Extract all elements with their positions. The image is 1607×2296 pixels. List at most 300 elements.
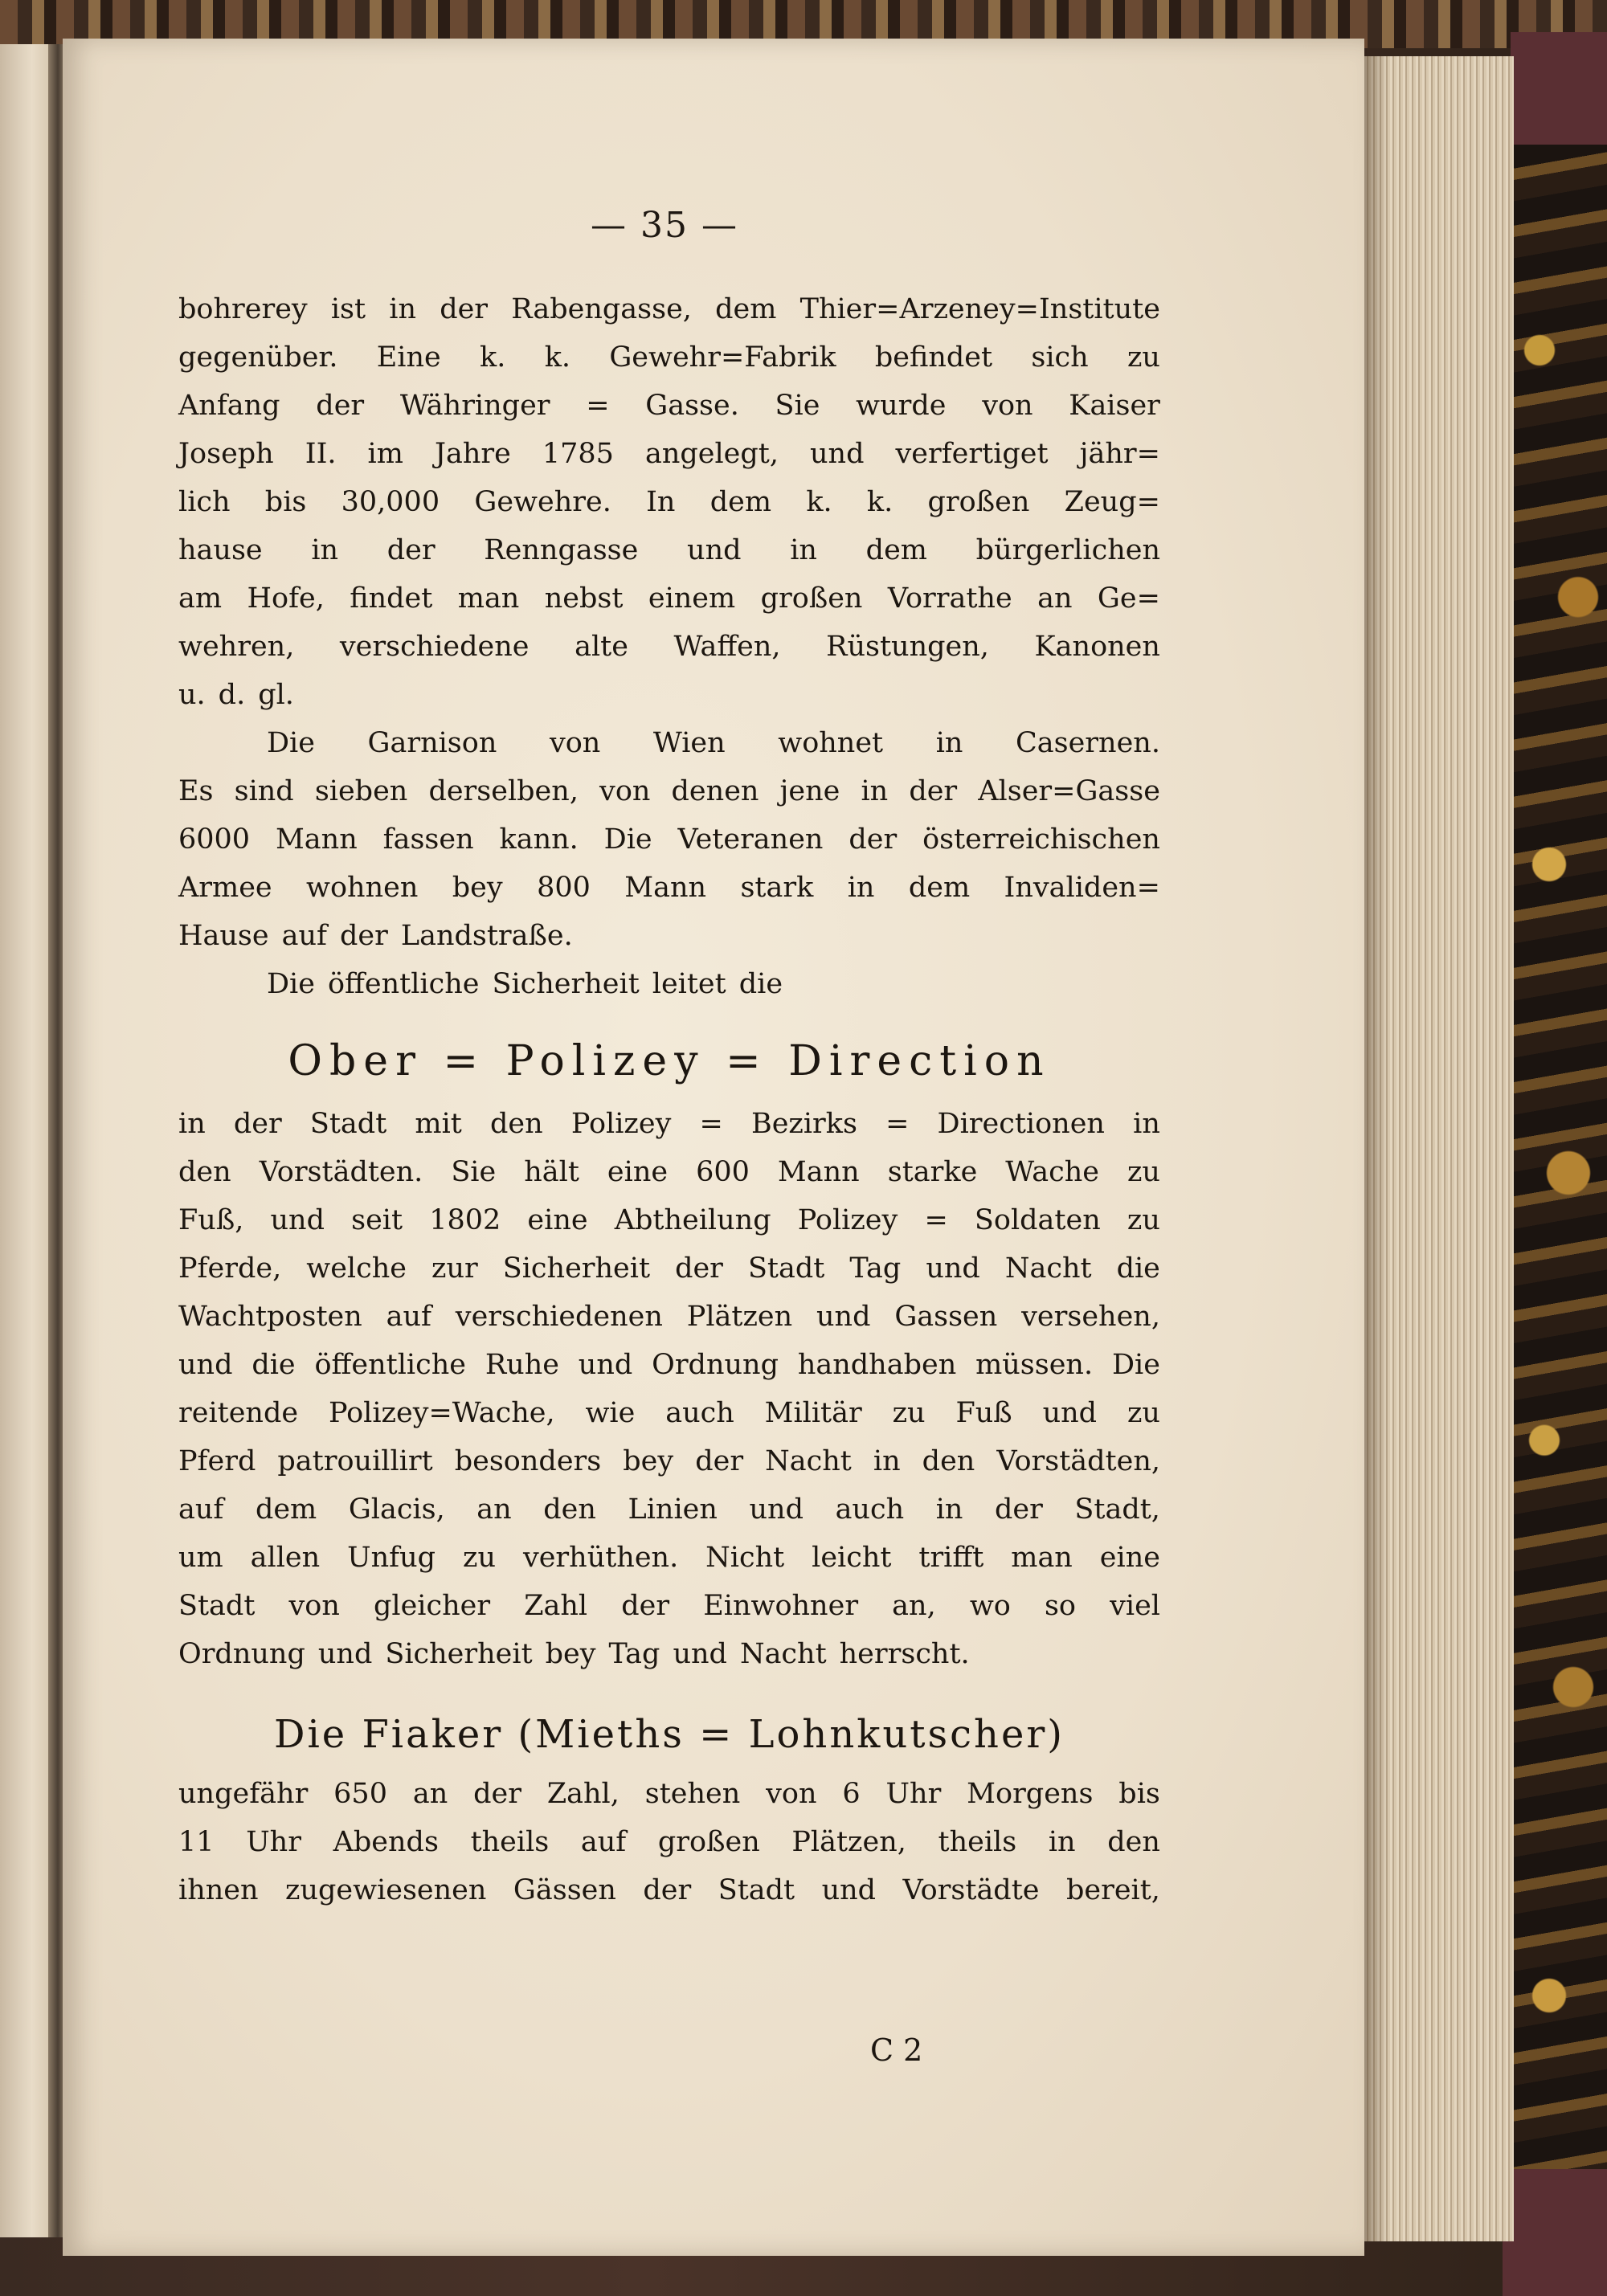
word: Polizey=Wache,	[328, 1397, 555, 1429]
word: der	[621, 1590, 670, 1622]
word: herrscht.	[839, 1638, 970, 1670]
word: wie	[585, 1397, 636, 1429]
word: Sicherheit	[492, 968, 640, 1000]
word: öffentliche	[314, 1349, 466, 1381]
word: verschiedenen	[455, 1301, 663, 1333]
word: in	[1048, 1826, 1076, 1858]
word: wurde	[856, 390, 947, 422]
word: wo	[969, 1590, 1011, 1622]
word: Die	[267, 727, 315, 759]
text-line	[178, 864, 1160, 912]
paragraph-2	[178, 719, 1160, 960]
word: die	[1116, 1252, 1160, 1285]
marbled-cover	[1511, 145, 1607, 2201]
word: den	[922, 1445, 975, 1477]
text-line	[178, 1100, 1160, 1148]
text-line	[178, 333, 1160, 382]
word: Garnison	[367, 727, 497, 759]
word: Wache	[1005, 1156, 1099, 1188]
word: gl.	[258, 679, 294, 711]
word: an	[1037, 582, 1073, 615]
word: =	[699, 1108, 723, 1140]
word: zu	[1127, 1156, 1160, 1188]
text-line	[178, 1485, 1160, 1534]
word: handhaben	[797, 1349, 957, 1381]
section-heading-police: Ober = Polizey = Direction	[288, 1037, 1051, 1085]
word: Ordnung	[652, 1349, 779, 1381]
word: der	[473, 1778, 521, 1810]
text-line	[178, 382, 1160, 430]
word: großen	[760, 582, 863, 615]
word: Hofe,	[247, 582, 325, 615]
word: und	[178, 1349, 233, 1381]
paragraph-4	[178, 1100, 1160, 1678]
word: in	[790, 534, 817, 566]
word: eine	[607, 1156, 669, 1188]
word: ist	[330, 293, 366, 325]
word: Nacht	[765, 1445, 852, 1477]
word: zu	[1127, 341, 1160, 374]
word: Pferde,	[178, 1252, 282, 1285]
word: so	[1044, 1590, 1076, 1622]
word: Waffen,	[673, 631, 781, 663]
word: Glacis,	[348, 1493, 445, 1526]
word: Vorrathe	[887, 582, 1012, 615]
word: hält	[524, 1156, 579, 1188]
word: den	[543, 1493, 596, 1526]
paragraph-3	[178, 960, 1160, 1008]
left-page-edge	[0, 44, 53, 2237]
text-line	[178, 574, 1160, 623]
paragraph-5	[178, 1770, 1160, 1914]
word: dem	[865, 534, 927, 566]
word: stark	[740, 872, 814, 904]
word: Nacht	[739, 1638, 827, 1670]
word: und	[317, 1638, 373, 1670]
word: Die	[603, 823, 652, 856]
word: Plätzen	[686, 1301, 793, 1333]
word: trifft	[918, 1542, 984, 1574]
word: und	[926, 1252, 980, 1285]
word: sieben	[314, 775, 408, 807]
word: von	[599, 775, 651, 807]
word: den	[178, 1156, 231, 1188]
word: k.	[480, 341, 506, 374]
word: lich	[178, 486, 231, 518]
word: gleicher	[374, 1590, 491, 1622]
word: sich	[1031, 341, 1089, 374]
word: am	[178, 582, 223, 615]
word: zu	[1127, 1397, 1160, 1429]
word: Bezirks	[750, 1108, 857, 1140]
word: der	[643, 1874, 692, 1906]
word: mit	[415, 1108, 462, 1140]
word: großen	[657, 1826, 760, 1858]
word: Alser=Gasse	[978, 775, 1160, 807]
word: Nicht	[705, 1542, 785, 1574]
word: Landstraße.	[400, 920, 573, 952]
word: von	[982, 390, 1033, 422]
word: Stadt	[178, 1590, 256, 1622]
word: und	[578, 1349, 633, 1381]
word: ungefähr	[178, 1778, 309, 1810]
text-line	[178, 1630, 1160, 1678]
word: k.	[544, 341, 571, 374]
word: =	[586, 390, 610, 422]
word: wehren,	[178, 631, 295, 663]
word: Rüstungen,	[826, 631, 989, 663]
word: 30,000	[341, 486, 440, 518]
word: an	[412, 1778, 448, 1810]
text-line	[178, 623, 1160, 671]
word: in	[1133, 1108, 1160, 1140]
word: an	[476, 1493, 512, 1526]
word: seit	[351, 1204, 403, 1236]
word: Armee	[178, 872, 272, 904]
word: besonders	[454, 1445, 602, 1477]
word: jähr=	[1079, 438, 1160, 470]
word: versehen,	[1021, 1301, 1160, 1333]
word: Mann	[275, 823, 358, 856]
word: bey	[623, 1445, 674, 1477]
word: Gewehre.	[474, 486, 611, 518]
word: Es	[178, 775, 214, 807]
word: theils	[938, 1826, 1017, 1858]
word: Wachtposten	[178, 1301, 362, 1333]
word: starke	[887, 1156, 978, 1188]
word: großen	[927, 486, 1030, 518]
word: Stadt	[747, 1252, 825, 1285]
word: Fuß,	[178, 1204, 244, 1236]
word: in	[178, 1108, 206, 1140]
word: im	[367, 438, 403, 470]
word: Morgens	[967, 1778, 1094, 1810]
word: Rabengasse,	[511, 293, 692, 325]
word: denen	[671, 775, 759, 807]
word: die	[251, 1349, 296, 1381]
word: in	[861, 775, 889, 807]
word: wohnet	[778, 727, 884, 759]
word: Joseph	[178, 438, 274, 470]
word: Uhr	[885, 1778, 942, 1810]
text-line	[178, 478, 1160, 526]
word: derselben,	[428, 775, 579, 807]
word: um	[178, 1542, 223, 1574]
word: der	[440, 293, 489, 325]
word: auf	[178, 1493, 224, 1526]
word: ihnen	[178, 1874, 259, 1906]
word: in	[311, 534, 339, 566]
word: einem	[648, 582, 736, 615]
text-line	[178, 430, 1160, 478]
word: 1802	[429, 1204, 501, 1236]
word: nebst	[544, 582, 624, 615]
word: der	[316, 390, 365, 422]
text-line	[178, 815, 1160, 864]
word: verhüthen.	[522, 1542, 679, 1574]
word: der	[233, 1108, 282, 1140]
word: von	[288, 1590, 340, 1622]
word: findet	[350, 582, 433, 615]
word: k.	[806, 486, 832, 518]
word: Soldaten	[974, 1204, 1101, 1236]
word: Mann	[624, 872, 707, 904]
word: Kaiser	[1069, 390, 1160, 422]
word: welche	[306, 1252, 407, 1285]
word: von	[549, 727, 601, 759]
word: Jahre	[434, 438, 511, 470]
word: wohnen	[306, 872, 419, 904]
word: Tag	[849, 1252, 902, 1285]
text-line	[178, 671, 1160, 719]
text-line	[178, 1534, 1160, 1582]
word: die	[738, 968, 783, 1000]
word: Uhr	[246, 1826, 301, 1858]
word: bohrerey	[178, 293, 308, 325]
word: allen	[250, 1542, 321, 1574]
word: Hause	[178, 920, 269, 952]
word: jene	[779, 775, 840, 807]
word: Vorstädten,	[996, 1445, 1160, 1477]
text-line	[178, 1866, 1160, 1914]
word: II.	[305, 438, 337, 470]
word: und	[1042, 1397, 1098, 1429]
word: Zahl,	[546, 1778, 619, 1810]
text-line	[178, 767, 1160, 815]
word: 650	[333, 1778, 387, 1810]
word: Nacht	[1004, 1252, 1092, 1285]
cover-corner-bottom	[1503, 2169, 1607, 2296]
word: zu	[892, 1397, 926, 1429]
word: Abtheilung	[614, 1204, 771, 1236]
word: Veteranen	[677, 823, 824, 856]
word: Ge=	[1097, 582, 1160, 615]
word: Die	[1111, 1349, 1160, 1381]
word: hause	[178, 534, 263, 566]
word: Stadt	[309, 1108, 387, 1140]
word: den	[1107, 1826, 1160, 1858]
word: und	[821, 1874, 877, 1906]
word: Wien	[652, 727, 726, 759]
word: k.	[866, 486, 893, 518]
word: der	[909, 775, 958, 807]
text-line	[178, 1389, 1160, 1437]
word: theils	[470, 1826, 550, 1858]
word: reitende	[178, 1397, 299, 1429]
word: in	[847, 872, 875, 904]
word: Stadt	[718, 1874, 795, 1906]
word: Unfug	[347, 1542, 436, 1574]
word: angelegt,	[644, 438, 779, 470]
word: u.	[178, 679, 206, 711]
text-line	[178, 1148, 1160, 1196]
word: Mann	[777, 1156, 860, 1188]
word: von	[766, 1778, 817, 1810]
word: bereit,	[1065, 1874, 1160, 1906]
word: alte	[575, 631, 628, 663]
word: 11	[178, 1826, 215, 1858]
word: stehen	[644, 1778, 741, 1810]
text-line	[178, 912, 1160, 960]
word: eine	[527, 1204, 588, 1236]
text-line	[178, 960, 1160, 1008]
word: zu	[463, 1542, 496, 1574]
word: Ruhe	[485, 1349, 559, 1381]
word: In	[646, 486, 676, 518]
word: dem	[709, 486, 772, 518]
word: in	[873, 1445, 901, 1477]
word: Sie	[451, 1156, 497, 1188]
word: Anfang	[178, 390, 280, 422]
text-line	[178, 1770, 1160, 1818]
text-line	[178, 1293, 1160, 1341]
text-line	[178, 285, 1160, 333]
word: öffentliche	[327, 968, 480, 1000]
word: d.	[218, 679, 246, 711]
word: zu	[1127, 1204, 1160, 1236]
word: =	[885, 1108, 910, 1140]
word: Abends	[333, 1826, 439, 1858]
word: zur	[431, 1252, 478, 1285]
word: 6000	[178, 823, 251, 856]
word: und	[810, 438, 865, 470]
word: Directionen	[937, 1108, 1105, 1140]
word: Die	[267, 968, 315, 1000]
word: Renngasse	[484, 534, 639, 566]
word: bis	[264, 486, 307, 518]
word: auf	[281, 920, 327, 952]
word: befindet	[874, 341, 993, 374]
text-line	[178, 1582, 1160, 1630]
word: Zeug=	[1064, 486, 1160, 518]
page-number: — 35 —	[591, 205, 738, 246]
word: bis	[1118, 1778, 1160, 1810]
word: den	[490, 1108, 543, 1140]
word: =	[924, 1204, 948, 1236]
word: und	[749, 1493, 804, 1526]
word: leicht	[812, 1542, 892, 1574]
word: Pferd	[178, 1445, 256, 1477]
word: in	[389, 293, 417, 325]
word: in	[935, 727, 963, 759]
word: Gässen	[513, 1874, 616, 1906]
section-heading-fiaker: Die Fiaker (Mieths = Lohnkutscher)	[273, 1712, 1065, 1757]
word: und	[673, 1638, 727, 1670]
word: Zahl	[524, 1590, 588, 1622]
word: Invaliden=	[1004, 872, 1160, 904]
word: und	[687, 534, 742, 566]
word: 600	[696, 1156, 750, 1188]
word: Eine	[376, 341, 441, 374]
word: dem	[255, 1493, 317, 1526]
word: kann.	[499, 823, 579, 856]
word: dem	[908, 872, 971, 904]
text-line	[178, 526, 1160, 574]
word: der	[848, 823, 898, 856]
word: Linien	[628, 1493, 718, 1526]
word: gegenüber.	[178, 341, 338, 374]
text-line	[178, 1196, 1160, 1244]
word: Stadt,	[1074, 1493, 1160, 1526]
word: viel	[1110, 1590, 1160, 1622]
text-line	[178, 1341, 1160, 1389]
word: und	[270, 1204, 325, 1236]
word: sind	[234, 775, 294, 807]
word: 800	[537, 872, 591, 904]
page-text	[178, 285, 1160, 1914]
word: Ordnung	[178, 1638, 305, 1670]
word: Casernen.	[1015, 727, 1160, 759]
word: man	[1011, 1542, 1073, 1574]
word: patrouillirt	[277, 1445, 433, 1477]
word: der	[675, 1252, 723, 1285]
word: der	[995, 1493, 1043, 1526]
word: bey	[452, 872, 503, 904]
word: der	[695, 1445, 744, 1477]
word: in	[935, 1493, 963, 1526]
text-line	[178, 1818, 1160, 1866]
text-line	[178, 1244, 1160, 1293]
word: man	[457, 582, 520, 615]
signature-mark: C 2	[870, 2032, 923, 2068]
word: der	[339, 920, 388, 952]
word: Thier=Arzeney=Institute	[799, 293, 1160, 325]
word: leitet	[652, 968, 726, 1000]
word: 1785	[542, 438, 614, 470]
word: auch	[835, 1493, 905, 1526]
word: Sicherheit	[385, 1638, 533, 1670]
word: verfertiget	[895, 438, 1049, 470]
word: Sie	[775, 390, 820, 422]
word: bürgerlichen	[975, 534, 1160, 566]
word: zugewiesenen	[285, 1874, 487, 1906]
word: Vorstädten.	[259, 1156, 423, 1188]
word: Plätzen,	[791, 1826, 906, 1858]
paragraph-1	[178, 285, 1160, 719]
page-stack-shadow	[1364, 56, 1388, 2241]
text-line	[178, 1437, 1160, 1485]
word: dem	[715, 293, 777, 325]
word: eine	[1099, 1542, 1160, 1574]
word: Kanonen	[1034, 631, 1160, 663]
word: Polizey	[797, 1204, 898, 1236]
word: 6	[842, 1778, 861, 1810]
word: Währinger	[399, 390, 550, 422]
word: Polizey	[570, 1108, 672, 1140]
word: auch	[665, 1397, 734, 1429]
text-line	[178, 719, 1160, 767]
word: Militär	[764, 1397, 862, 1429]
word: fassen	[382, 823, 474, 856]
word: auf	[580, 1826, 627, 1858]
word: österreichischen	[922, 823, 1160, 856]
word: Fuß	[955, 1397, 1012, 1429]
word: Sicherheit	[502, 1252, 651, 1285]
word: Einwohner	[703, 1590, 859, 1622]
word: Gasse.	[645, 390, 739, 422]
word: der	[386, 534, 435, 566]
word: auf	[386, 1301, 431, 1333]
word: müssen.	[975, 1349, 1094, 1381]
word: und	[816, 1301, 871, 1333]
word: verschiedene	[339, 631, 530, 663]
word: an,	[892, 1590, 936, 1622]
word: Tag	[608, 1638, 660, 1670]
word: Gassen	[894, 1301, 998, 1333]
word: Gewehr=Fabrik	[609, 341, 836, 374]
word: bey	[545, 1638, 596, 1670]
word: Vorstädte	[902, 1874, 1040, 1906]
